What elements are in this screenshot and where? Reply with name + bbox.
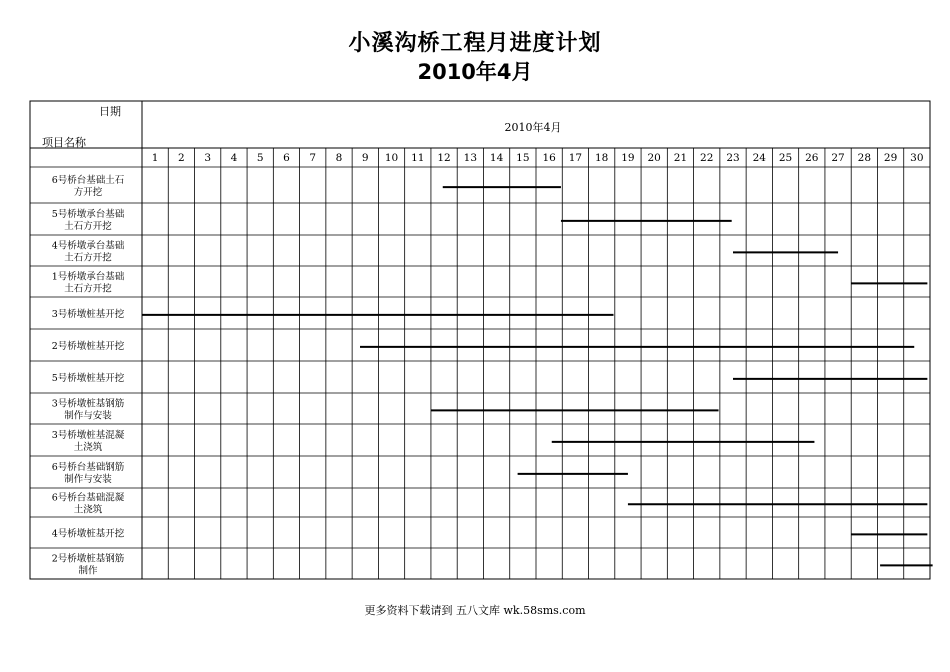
day-label: 5 [256,152,264,164]
day-label: 3 [204,152,212,164]
task-name: 6号桥台基础土石 [51,175,125,186]
task-name: 方开挖 [73,187,103,198]
period-label: 2010年4月 [504,121,562,134]
task-name: 1号桥墩承台基础 [51,271,125,283]
day-label: 22 [700,152,714,164]
day-label: 25 [778,152,793,164]
day-label: 16 [542,152,556,164]
schedule-bars [142,187,933,565]
day-label: 10 [384,152,399,164]
day-label: 29 [883,152,898,164]
task-name: 4号桥墩承台基础 [51,240,125,252]
day-label: 13 [463,152,478,164]
day-label: 4 [230,152,238,164]
day-label: 18 [594,152,609,164]
date-header: 日期 [99,105,121,118]
day-label: 8 [335,152,343,164]
task-name: 5号桥墩桩基开挖 [51,373,125,384]
task-name: 3号桥墩桩基钢筋 [51,398,125,410]
day-label: 27 [831,152,845,164]
task-name: 6号桥台基础混凝 [51,492,125,504]
task-name: 土石方开挖 [64,252,112,264]
task-name: 土浇筑 [73,504,103,516]
day-label: 30 [910,152,924,164]
task-name: 6号桥台基础钢筋 [51,462,125,473]
day-label: 12 [437,152,451,164]
day-label: 28 [857,152,872,164]
day-label: 11 [411,152,425,164]
day-label: 15 [516,152,530,164]
day-label: 21 [673,152,688,164]
task-name: 3号桥墩桩基混凝 [51,430,125,441]
task-name: 2号桥墩桩基钢筋 [51,553,125,565]
day-label: 1 [151,152,159,164]
task-name: 土石方开挖 [64,283,112,295]
task-name: 土浇筑 [73,442,103,453]
task-name: 制作与安装 [64,410,112,422]
task-name: 制作与安装 [64,474,112,485]
document-title: 小溪沟桥工程月进度计划 [348,31,602,56]
day-label: 14 [489,152,504,164]
day-label: 26 [805,152,819,164]
day-label: 7 [309,152,317,164]
table-grid [30,101,930,579]
day-label: 6 [283,152,290,164]
task-name: 4号桥墩桩基开挖 [51,528,125,540]
document-subtitle: 2010年4月 [417,60,533,84]
day-label: 24 [752,152,766,164]
item-header: 项目名称 [42,136,86,149]
day-label: 2 [178,152,185,164]
day-label: 17 [568,152,583,164]
table-border [30,101,930,579]
task-name: 2号桥墩桩基开挖 [51,341,125,352]
day-header-row [152,152,924,164]
footer-note: 更多资料下载请到 五八文库 wk.58sms.com [364,604,586,617]
task-name: 3号桥墩桩基开挖 [51,309,125,320]
day-label: 19 [621,152,635,164]
day-label: 23 [726,152,740,164]
task-name: 5号桥墩承台基础 [51,209,125,220]
task-name: 制作 [78,565,98,577]
day-label: 9 [361,152,369,164]
task-name: 土石方开挖 [64,221,112,232]
day-label: 20 [647,152,661,164]
task-name-column [52,174,125,577]
